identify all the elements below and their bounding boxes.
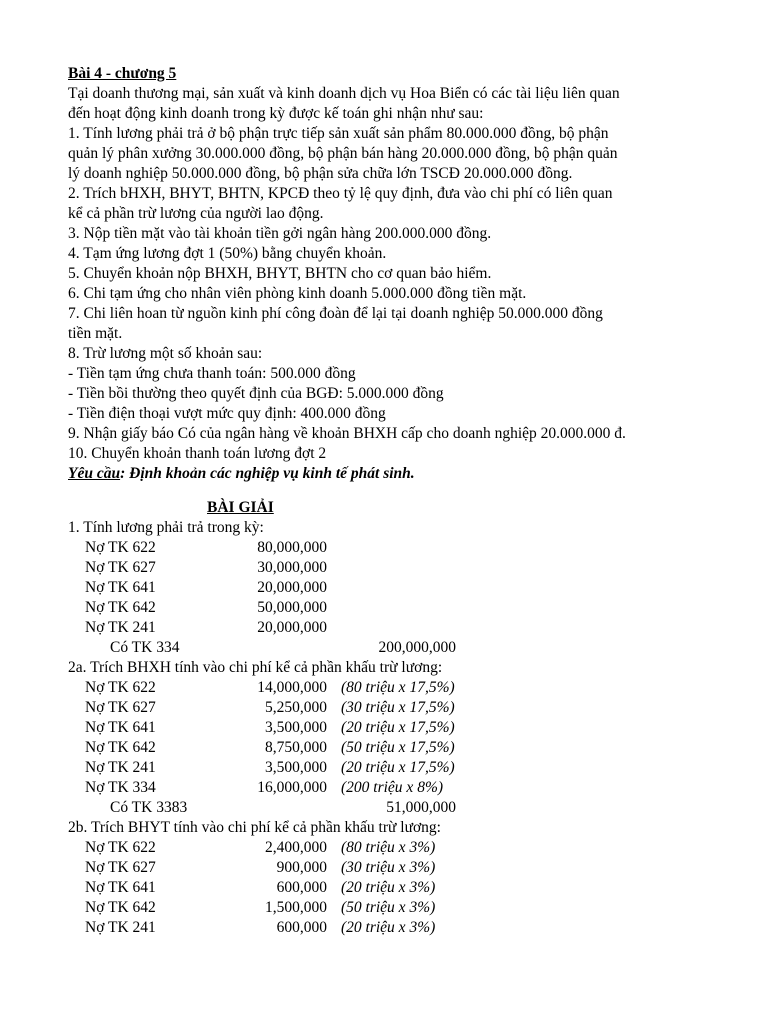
credit-amount: 200,000,000: [378, 639, 456, 656]
debit-account: Nợ TK 241: [85, 759, 156, 776]
debit-amount: 900,000: [276, 859, 327, 876]
debit-amount: 80,000,000: [257, 539, 327, 556]
debit-account: Nợ TK 642: [85, 599, 156, 616]
problem-line: tiền mặt.: [68, 325, 123, 342]
debit-account: Nợ TK 642: [85, 899, 156, 916]
debit-note: (30 triệu x 3%): [341, 859, 436, 876]
requirement-label: Yêu cầu: [68, 465, 121, 482]
problem-title: Bài 4 - chương 5: [68, 65, 177, 82]
problem-line: 8. Trừ lương một số khoản sau:: [68, 345, 263, 362]
debit-note: (30 triệu x 17,5%): [341, 699, 455, 716]
debit-note: (50 triệu x 3%): [341, 899, 436, 916]
debit-amount: 14,000,000: [257, 679, 327, 696]
debit-note: (20 triệu x 17,5%): [341, 719, 455, 736]
debit-note: (80 triệu x 3%): [341, 839, 436, 856]
problem-line: 7. Chi liên hoan từ nguồn kinh phí công đoàn để lại tại doanh nghiệp 50.000.000 đồng: [68, 305, 603, 322]
debit-amount: 30,000,000: [257, 559, 327, 576]
debit-account: Nợ TK 334: [85, 779, 156, 796]
debit-amount: 16,000,000: [257, 779, 327, 796]
debit-account: Nợ TK 627: [85, 699, 156, 716]
debit-account: Nợ TK 241: [85, 619, 156, 636]
problem-line: 6. Chi tạm ứng cho nhân viên phòng kinh doanh 5.000.000 đồng tiền mặt.: [68, 285, 527, 302]
problem-line: quản lý phân xưởng 30.000.000 đồng, bộ phận bán hàng 20.000.000 đồng, bộ phận quản: [68, 145, 618, 162]
requirement-text: : Định khoản các nghiệp vụ kinh tế phát sinh.: [120, 465, 415, 482]
problem-line: đến hoạt động kinh doanh trong kỳ được kế toán ghi nhận như sau:: [68, 105, 484, 122]
debit-account: Nợ TK 641: [85, 719, 156, 736]
credit-account: Có TK 334: [110, 639, 180, 656]
problem-line: kể cả phần trừ lương của người lao động.: [68, 205, 324, 222]
debit-amount: 5,250,000: [265, 699, 327, 716]
debit-note: (20 triệu x 3%): [341, 879, 436, 896]
debit-account: Nợ TK 241: [85, 919, 156, 936]
debit-amount: 8,750,000: [265, 739, 327, 756]
problem-line: 4. Tạm ứng lương đợt 1 (50%) bằng chuyển khoản.: [68, 245, 387, 262]
solution-heading: BÀI GIẢI: [207, 499, 274, 516]
problem-line: 5. Chuyển khoản nộp BHXH, BHYT, BHTN cho cơ quan bảo hiểm.: [68, 265, 492, 282]
debit-amount: 2,400,000: [265, 839, 327, 856]
problem-line: 3. Nộp tiền mặt vào tài khoản tiền gởi ngân hàng 200.000.000 đồng.: [68, 225, 492, 242]
debit-account: Nợ TK 642: [85, 739, 156, 756]
debit-account: Nợ TK 622: [85, 839, 156, 856]
problem-line: - Tiền điện thoại vượt mức quy định: 400.000 đồng: [68, 405, 386, 422]
debit-account: Nợ TK 622: [85, 679, 156, 696]
debit-account: Nợ TK 641: [85, 579, 156, 596]
debit-amount: 3,500,000: [265, 759, 327, 776]
debit-account: Nợ TK 622: [85, 539, 156, 556]
problem-line: 9. Nhận giấy báo Có của ngân hàng về khoản BHXH cấp cho doanh nghiệp 20.000.000 đ.: [68, 425, 626, 442]
debit-amount: 20,000,000: [257, 579, 327, 596]
problem-line: Tại doanh thương mại, sản xuất và kinh doanh dịch vụ Hoa Biển có các tài liệu liên quan: [68, 85, 620, 102]
debit-account: Nợ TK 627: [85, 559, 156, 576]
section-title: 2b. Trích BHYT tính vào chi phí kể cả phần khấu trừ lương:: [68, 819, 441, 836]
debit-amount: 50,000,000: [257, 599, 327, 616]
debit-amount: 600,000: [276, 919, 327, 936]
debit-account: Nợ TK 641: [85, 879, 156, 896]
debit-amount: 1,500,000: [265, 899, 327, 916]
debit-note: (50 triệu x 17,5%): [341, 739, 455, 756]
debit-amount: 3,500,000: [265, 719, 327, 736]
debit-note: (200 triệu x 8%): [341, 779, 444, 796]
credit-account: Có TK 3383: [110, 799, 188, 816]
problem-line: lý doanh nghiệp 50.000.000 đồng, bộ phận sửa chữa lớn TSCĐ 20.000.000 đồng.: [68, 165, 573, 182]
section-title: 2a. Trích BHXH tính vào chi phí kể cả phần khấu trừ lương:: [68, 659, 443, 676]
requirement: [68, 464, 415, 484]
debit-note: (20 triệu x 3%): [341, 919, 436, 936]
debit-amount: 600,000: [276, 879, 327, 896]
problem-line: - Tiền bồi thường theo quyết định của BGĐ: 5.000.000 đồng: [68, 385, 444, 402]
problem-line: - Tiền tạm ứng chưa thanh toán: 500.000 đồng: [68, 365, 356, 382]
debit-account: Nợ TK 627: [85, 859, 156, 876]
credit-amount: 51,000,000: [386, 799, 456, 816]
section-title: 1. Tính lương phải trả trong kỳ:: [68, 519, 264, 536]
problem-line: 2. Trích bHXH, BHYT, BHTN, KPCĐ theo tỷ lệ quy định, đưa vào chi phí có liên quan: [68, 185, 613, 202]
problem-line: 1. Tính lương phải trả ở bộ phận trực tiếp sản xuất sản phẩm 80.000.000 đồng, bộ phận: [68, 125, 609, 142]
debit-note: (80 triệu x 17,5%): [341, 679, 455, 696]
debit-note: (20 triệu x 17,5%): [341, 759, 455, 776]
debit-amount: 20,000,000: [257, 619, 327, 636]
problem-line: 10. Chuyển khoản thanh toán lương đợt 2: [68, 445, 327, 462]
